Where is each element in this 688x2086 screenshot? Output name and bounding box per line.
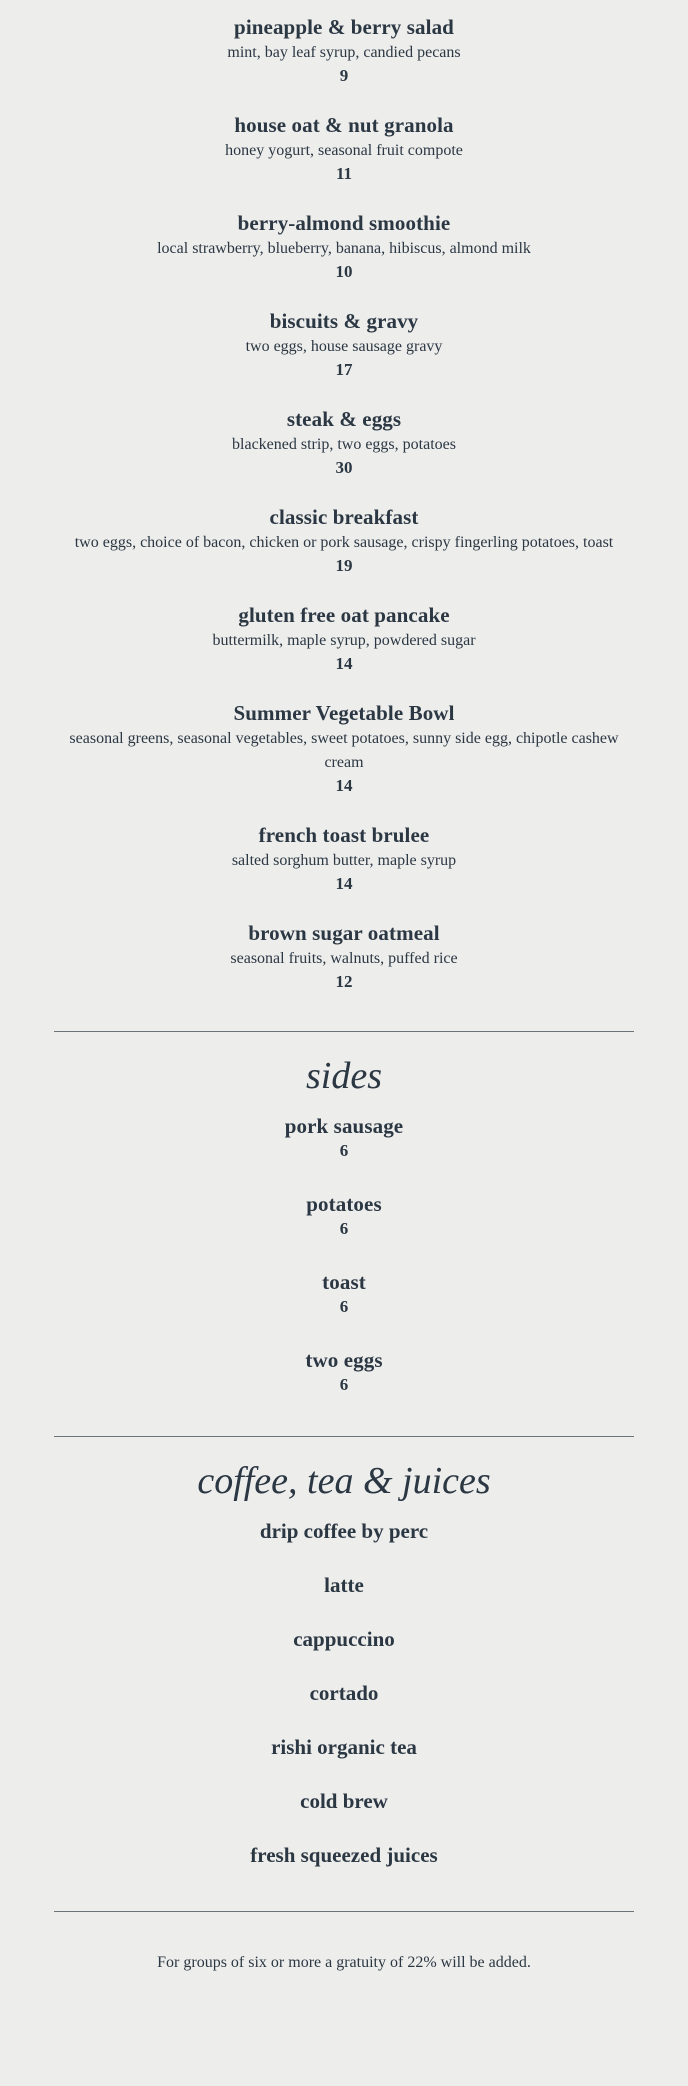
beverage-item: cappuccino: [293, 1627, 395, 1651]
item-description: seasonal greens, seasonal vegetables, sweet potatoes, sunny side egg, chipotle cashew cream: [69, 730, 619, 771]
item-name: classic breakfast: [269, 505, 419, 529]
menu-item: [0, 405, 688, 479]
menu-item: [0, 821, 688, 895]
item-description: local strawberry, blueberry, banana, hibiscus, almond milk: [157, 240, 531, 257]
menu-item: [0, 919, 688, 993]
sides-section: [0, 1032, 688, 1396]
item-price: 14: [335, 874, 353, 893]
item-price: 11: [335, 164, 353, 183]
item-name: pork sausage: [284, 1114, 404, 1138]
menu-item: [0, 307, 688, 381]
menu-item: [0, 111, 688, 185]
side-item: [0, 1112, 688, 1162]
section-title: coffee, tea & juices: [197, 1460, 491, 1502]
breakfast-section: [0, 0, 688, 993]
beverage-item: latte: [324, 1573, 364, 1597]
item-price: 19: [335, 556, 353, 575]
menu-item: [0, 699, 688, 797]
item-name: brown sugar oatmeal: [248, 921, 440, 945]
item-price: 6: [339, 1297, 349, 1316]
item-description: blackened strip, two eggs, potatoes: [232, 436, 456, 453]
beverage-item: rishi organic tea: [271, 1735, 417, 1759]
item-description: buttermilk, maple syrup, powdered sugar: [212, 632, 476, 649]
item-price: 10: [335, 262, 353, 281]
item-price: 30: [335, 458, 353, 477]
menu-item: [0, 503, 688, 577]
item-name: potatoes: [306, 1192, 382, 1216]
menu-item: [0, 601, 688, 675]
item-description: two eggs, house sausage gravy: [245, 338, 443, 355]
beverage-item: fresh squeezed juices: [250, 1843, 438, 1867]
item-price: 6: [339, 1375, 349, 1394]
item-price: 17: [335, 360, 353, 379]
item-price: 6: [339, 1141, 349, 1160]
item-name: berry-almond smoothie: [237, 211, 451, 235]
menu-item: [0, 13, 688, 87]
gratuity-note: For groups of six or more a gratuity of 22% will be added.: [157, 1954, 531, 1971]
item-price: 14: [335, 654, 353, 673]
side-item: [0, 1268, 688, 1318]
item-description: mint, bay leaf syrup, candied pecans: [227, 44, 461, 61]
item-description: honey yogurt, seasonal fruit compote: [225, 142, 463, 159]
item-description: salted sorghum butter, maple syrup: [231, 852, 457, 869]
item-name: Summer Vegetable Bowl: [233, 701, 455, 725]
item-name: steak & eggs: [286, 407, 402, 431]
item-price: 12: [335, 972, 353, 991]
beverage-item: cold brew: [300, 1789, 388, 1813]
item-name: pineapple & berry salad: [234, 15, 454, 39]
item-description: seasonal fruits, walnuts, puffed rice: [230, 950, 458, 967]
section-title: sides: [306, 1055, 382, 1097]
item-description: two eggs, choice of bacon, chicken or pork sausage, crispy fingerling potatoes, toast: [74, 534, 614, 551]
item-name: french toast brulee: [258, 823, 430, 847]
menu-item: [0, 209, 688, 283]
item-name: biscuits & gravy: [269, 309, 419, 333]
item-price: 14: [335, 776, 353, 795]
side-item: [0, 1346, 688, 1396]
side-item: [0, 1190, 688, 1240]
beverages-section: [0, 1437, 688, 1869]
beverage-item: drip coffee by perc: [259, 1519, 429, 1543]
item-price: 6: [339, 1219, 349, 1238]
beverage-item: cortado: [309, 1681, 379, 1705]
item-name: house oat & nut granola: [234, 113, 454, 137]
item-name: two eggs: [305, 1348, 383, 1372]
item-price: 9: [339, 66, 349, 85]
item-name: gluten free oat pancake: [238, 603, 450, 627]
item-name: toast: [322, 1270, 366, 1294]
